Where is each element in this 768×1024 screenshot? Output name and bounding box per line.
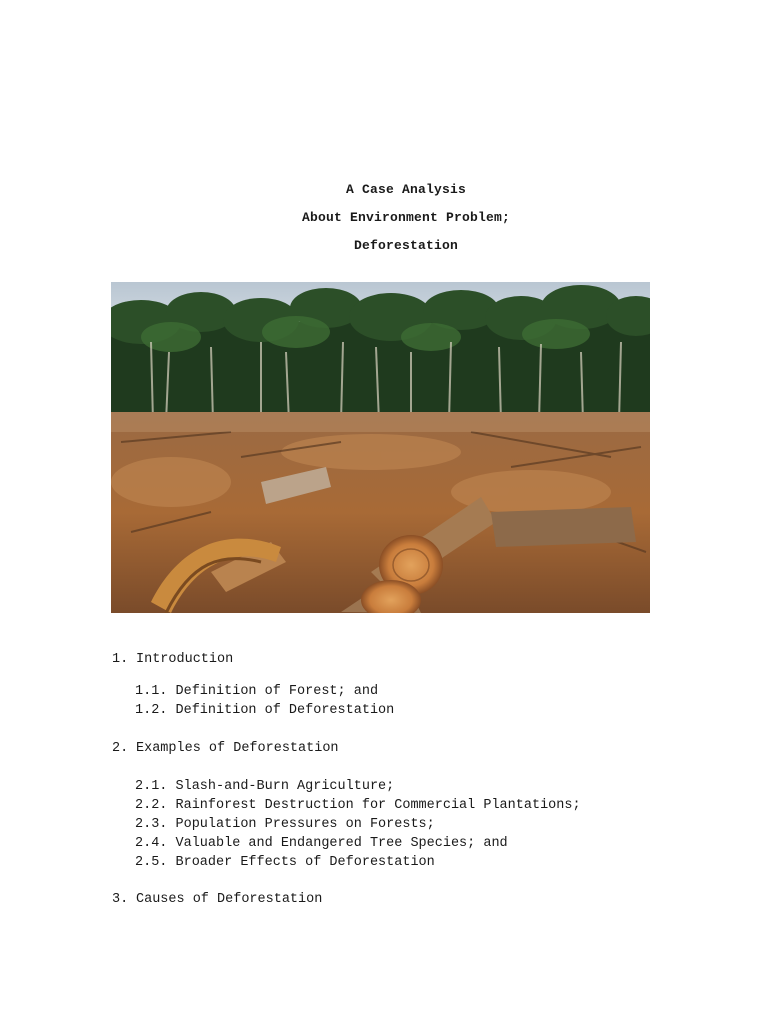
toc-subitem-1-2: 1.2. Definition of Deforestation	[135, 703, 395, 718]
document-title	[0, 176, 768, 260]
deforestation-photo	[111, 282, 650, 613]
title-line-2: About Environment Problem;	[301, 210, 511, 225]
toc-subitem-1-1: 1.1. Definition of Forest; and	[135, 684, 379, 699]
toc-item-number: 1.	[112, 652, 129, 667]
title-line-1: A Case Analysis	[345, 182, 467, 197]
toc-item-3	[112, 890, 322, 909]
toc-item-2	[112, 739, 339, 758]
toc-subitem-2-5: 2.5. Broader Effects of Deforestation	[135, 855, 435, 870]
toc-item-label: Causes of Deforestation	[136, 892, 323, 907]
toc-item-label: Examples of Deforestation	[136, 741, 339, 756]
toc-subitem-2-3: 2.3. Population Pressures on Forests;	[135, 817, 435, 832]
toc-item-label: Introduction	[136, 652, 234, 667]
toc-subitem-2-1: 2.1. Slash-and-Burn Agriculture;	[135, 779, 395, 794]
title-line-3: Deforestation	[353, 238, 459, 253]
toc-item-1	[112, 650, 233, 669]
toc-subitem-2-4: 2.4. Valuable and Endangered Tree Species; and	[135, 836, 508, 851]
toc-item-number: 3.	[112, 892, 129, 907]
toc-item-number: 2.	[112, 741, 129, 756]
toc-subitem-2-2: 2.2. Rainforest Destruction for Commercial Plantations;	[135, 798, 581, 813]
